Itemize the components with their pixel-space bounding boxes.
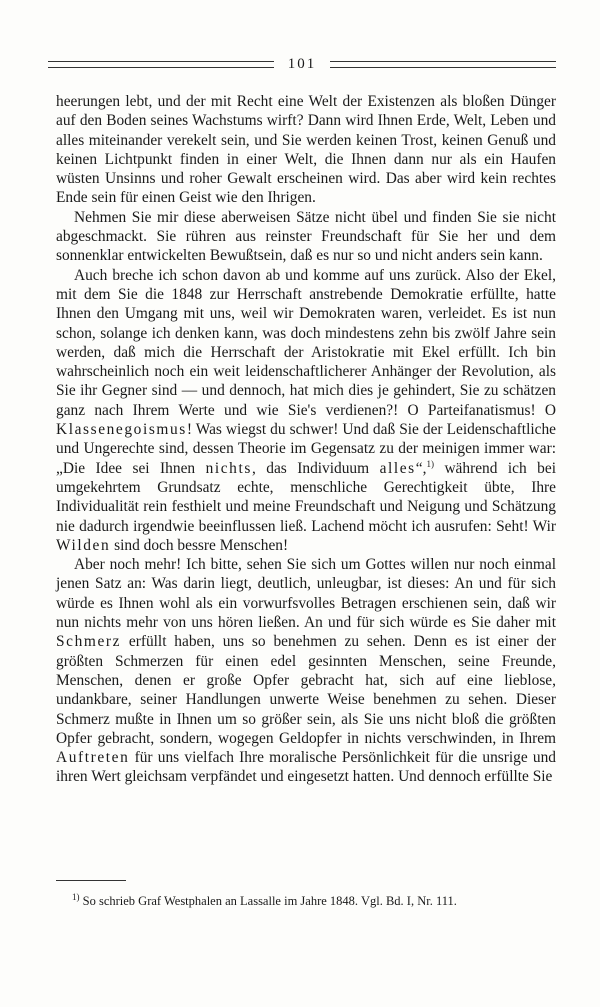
page-number: 101 xyxy=(287,56,317,72)
text-run: sind doch bessre Menschen! xyxy=(110,536,289,554)
spaced-emphasis: alles xyxy=(379,459,416,477)
text-run: Nehmen Sie mir diese aberweisen Sätze nicht übel und finden Sie sie nicht abgeschmackt. Sie rühren aus reinster Freundschaft für Sie her und dem sonnenklar entwickelten Bewußtsein, daß es nur so und nicht anders sein kann. xyxy=(56,208,556,265)
footnote-reference: 1) xyxy=(426,458,434,469)
header-rule-right xyxy=(330,61,556,68)
header-rule-left xyxy=(48,61,274,68)
body-text xyxy=(56,92,556,787)
paragraph-1 xyxy=(56,92,556,208)
footnote xyxy=(72,893,556,909)
footnote-text: So schrieb Graf Westphalen an Lassalle im Jahre 1848. Vgl. Bd. I, Nr. 111. xyxy=(79,894,457,908)
text-run: Aber noch mehr! Ich bitte, sehen Sie sich um Gottes willen nur noch einmal jenen Satz an: Was darin liegt, deutlich, unleugbar, ist dieses: An und für sich würde es Ihnen wohl als ein vorwurfsvolles Betragen erschienen sein, daß wir nun nichts mehr von uns hören ließen. An und für sich würde es Sie daher mit xyxy=(56,556,556,632)
text-run: Auch breche ich schon davon ab und komme auf uns zurück. Also der Ekel, mit dem Sie die 1848 zur Herrschaft anstrebende Demokratie erfüllte, hatte Ihnen den Umgang mit uns, weil wir Demokraten waren, verleidet. Es ist nun schon, solange ich denken kann, was doch mindestens zehn bis zwölf Jahre sein werden, daß mich die Herrschaft der Aristokratie mit Ekel erfüllt. Ich bin wahrscheinlich noch ein weit leidenschaftlicherer Anhänger der Revolution, als Sie ihr Gegner sind — und dennoch, hat mich dies je gehindert, Sie zu schätzen ganz nach Ihrem Werte und wie Sie's verdienen?! O Parteifanatismus! O xyxy=(56,266,556,419)
text-run: heerungen lebt, und der mit Recht eine Welt der Existenzen als bloßen Dünger auf den Boden seines Wachstums wirft? Dann wird Ihnen Erde, Welt, Leben und alles miteinander verekelt sein, und Sie werden keinen Trost, keinen Genuß und keinen Lichtpunkt finden in einer Welt, die Ihnen dann nur als ein Haufen wüsten Unsinns und roher Gewalt erscheinen wird. Das aber wird kein rechtes Ende sein für einen Geist wie den Ihrigen. xyxy=(56,93,556,207)
text-run: “, xyxy=(415,459,427,477)
paragraph-3 xyxy=(56,266,556,555)
paragraph-2 xyxy=(56,208,556,266)
text-run: während ich bei umgekehrtem Grundsatz echte, menschliche Gerechtigkeit übte, Ihre Individualität rein festhielt und meine Freundschaft und Neigung und Schätzung nie dadurch irgendwie beeinflussen ließ. Lachend möcht ich ausrufen: Seht! Wir xyxy=(56,459,556,535)
spaced-emphasis: Schmerz xyxy=(56,633,122,651)
page-header xyxy=(48,56,556,72)
spaced-emphasis: Auftreten xyxy=(56,749,130,767)
text-run: für uns vielfach Ihre moralische Persönlichkeit für die unsrige und ihren Wert gleichsam verpfändet und eingesetzt hatten. Und dennoch erfüllte Sie xyxy=(56,749,556,786)
footnote-marker: 1) xyxy=(72,891,80,902)
spaced-emphasis: Klassenegoismus xyxy=(56,421,187,439)
footnote-rule xyxy=(56,880,126,881)
text-run: ! Was wiegst du schwer! Und daß Sie der Leidenschaftliche und Ungerechte sind, dessen Theorie im Gegensatz zu der meinigen immer war: „Die Idee sei Ihnen xyxy=(56,421,556,477)
spaced-emphasis: nichts xyxy=(205,459,252,477)
spaced-emphasis: Wilden xyxy=(56,536,111,554)
text-run: , das Individuum xyxy=(251,459,380,477)
text-run: erfüllt haben, uns so benehmen zu sehen. Denn es ist einer der größten Schmerzen für einen edel gesinnten Menschen, seine Freunde, Menschen, denen er große Opfer gebracht hat, sich auf eine lieblose, undankbare, seiner Handlungen unwerte Weise benehmen zu sehen. Dieser Schmerz mußte in Ihnen um so größer sein, als Sie uns nicht bloß die größten Opfer gebracht, sondern, wogegen Geldopfer in nichts verschwinden, in Ihrem xyxy=(56,633,556,747)
paragraph-4 xyxy=(56,555,556,787)
